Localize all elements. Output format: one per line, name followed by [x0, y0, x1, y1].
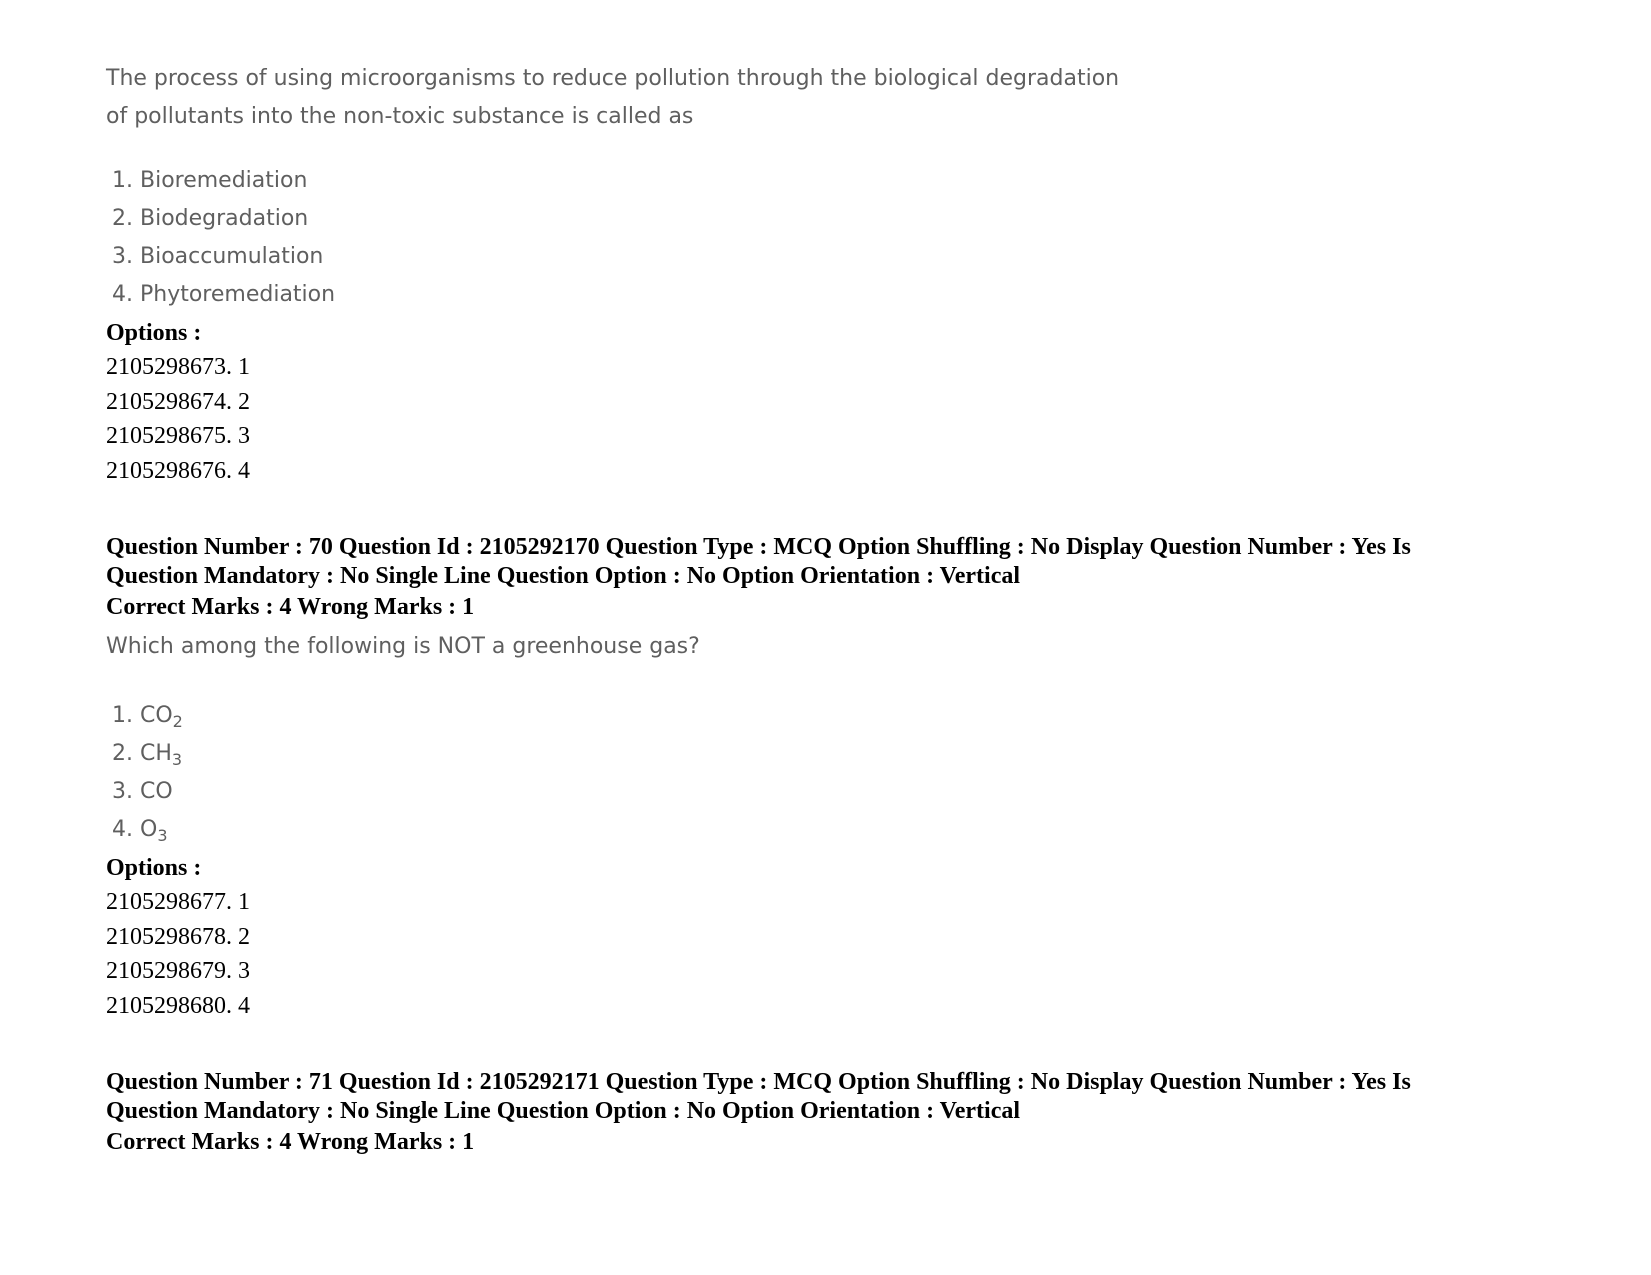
answer-choice	[112, 811, 183, 849]
answer-choice: 4. Phytoremediation	[112, 282, 336, 307]
answer-choice-text: 2. CH	[112, 741, 172, 766]
question-meta-line: Question Number : 71 Question Id : 2105292171 Question Type : MCQ Option Shuffling : No Display Question Number : Yes Is	[106, 1069, 1411, 1095]
subscript: 2	[172, 712, 183, 731]
question-text-line: The process of using microorganisms to reduce pollution through the biological degradation	[106, 66, 1120, 91]
option-id-line: 2105298675. 3	[106, 423, 250, 449]
option-id-line: 2105298674. 2	[106, 388, 250, 415]
answer-choice	[112, 773, 183, 811]
marks-line: Correct Marks : 4 Wrong Marks : 1	[106, 594, 475, 620]
option-id-line: 2105298678. 2	[106, 923, 250, 950]
question-text-line: of pollutants into the non-toxic substance is called as	[106, 104, 694, 129]
answer-choice: 1. Bioremediation	[112, 168, 308, 193]
subscript: 3	[157, 826, 168, 845]
option-id-line: 2105298677. 1	[106, 889, 250, 915]
question-meta-line: Question Mandatory : No Single Line Question Option : No Option Orientation : Vertical	[106, 1097, 1021, 1124]
options-section	[106, 316, 250, 488]
question-text	[106, 60, 1119, 136]
question-text: Which among the following is NOT a greenhouse gas?	[106, 634, 700, 659]
question-70-header	[106, 533, 1526, 624]
answer-choice	[112, 735, 183, 773]
question-meta-line: Question Mandatory : No Single Line Question Option : No Option Orientation : Vertical	[106, 562, 1021, 589]
answer-choice-text: 4. O	[112, 817, 158, 842]
answer-choices	[106, 697, 183, 849]
question-71-header	[106, 1068, 1526, 1159]
subscript: 3	[171, 750, 183, 769]
answer-choices	[106, 162, 335, 314]
options-section	[106, 851, 250, 1023]
answer-choice-text: 1. CO	[112, 703, 173, 728]
marks-line: Correct Marks : 4 Wrong Marks : 1	[106, 1129, 475, 1155]
option-id-line: 2105298676. 4	[106, 457, 250, 484]
option-id-line: 2105298673. 1	[106, 354, 250, 380]
answer-choice: 3. Bioaccumulation	[112, 244, 324, 269]
answer-choice-text: 3. CO	[112, 779, 173, 804]
options-label: Options :	[106, 320, 202, 346]
options-label: Options :	[106, 855, 202, 881]
answer-choice: 2. Biodegradation	[112, 206, 309, 231]
option-id-line: 2105298680. 4	[106, 992, 250, 1019]
question-69-block	[106, 60, 1119, 136]
question-meta-line: Question Number : 70 Question Id : 2105292170 Question Type : MCQ Option Shuffling : No Display Question Number : Yes Is	[106, 534, 1411, 560]
option-id-line: 2105298679. 3	[106, 958, 250, 984]
answer-choice	[112, 697, 183, 735]
